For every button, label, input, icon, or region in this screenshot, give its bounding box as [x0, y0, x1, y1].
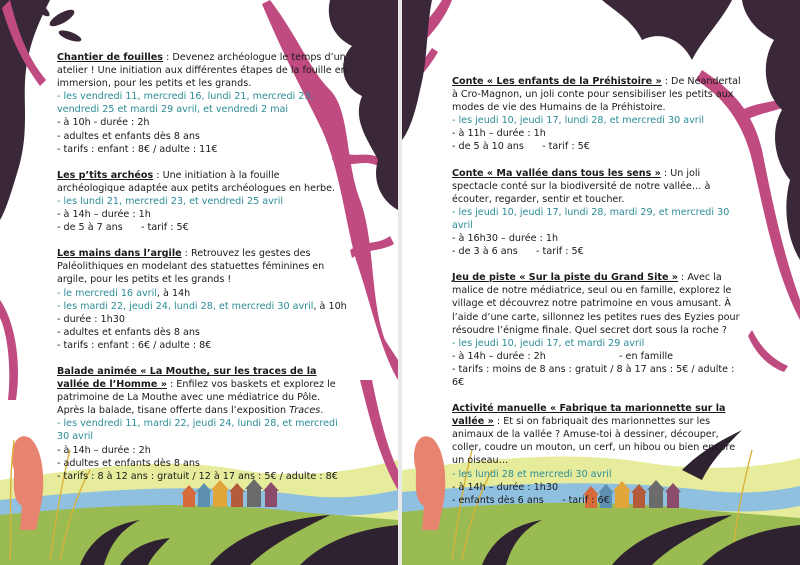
activity-date-row [57, 287, 347, 300]
activity-intro: : Devenez archéologue le temps d’un atelier ! Une initiation aux différentes étapes de la fouille en immersion, pour les petits et les grands. [57, 52, 347, 90]
activity-conte-ma-vallee [452, 167, 747, 259]
dark-branch-top-left [0, 0, 50, 220]
activity-dates: - le mercredi 16 avril [57, 287, 157, 299]
activity-time: - à 14h – durée : 1h [57, 209, 151, 221]
activity-price: - tarifs : 8 à 12 ans : gratuit / 12 à 17 ans : 5€ / adulte : 8€ [57, 470, 338, 482]
activity-time: , à 14h [156, 287, 191, 299]
activity-title: Chantier de fouilles [57, 52, 164, 63]
activity-time: , à 10h [313, 300, 347, 312]
activity-audience-price: - de 5 à 7 ans - tarif : 5€ [57, 222, 189, 234]
activity-title: Balade animée « La Mouthe, sur les traces de la vallée de l’Homme » [57, 365, 317, 391]
activity-dates: - les lundi 28 et mercredi 30 avril [452, 468, 612, 480]
activity-title: Conte « Les enfants de la Préhistoire » [452, 76, 662, 87]
activity-price: - tarifs : enfant : 8€ / adulte : 11€ [57, 143, 218, 155]
activity-duration: - durée : 1h30 [57, 313, 125, 325]
activity-audience-price: - de 5 à 10 ans - tarif : 5€ [452, 141, 590, 153]
magenta-plant-mid [748, 330, 788, 372]
activity-dates: - les jeudi 10, jeudi 17, lundi 28, et mercredi 30 avril [452, 115, 705, 127]
activity-intro: : Et si on fabriquait des marionnettes sur les animaux de la vallée ? Amuse-toi à dessiner, découper, coller, coudre un mouton, un cerf, un hibou ou bien encore un oiseau… [452, 416, 736, 467]
activity-intro: : Enfilez vos baskets et explorez le patrimoine de La Mouthe avec une médiatrice du Pôle. Après la balade, tisane offerte dans l’exposition [57, 379, 336, 417]
activity-audience: - adultes et enfants dès 8 ans [57, 130, 200, 142]
magenta-plant-left [0, 300, 18, 400]
activity-time: - à 11h – durée : 1h [452, 128, 546, 140]
activity-intro: : Un joli spectacle conté sur la biodiversité de notre vallée… à écouter, regarder, sentir et toucher. [452, 167, 711, 205]
activity-time-audience: - à 14h – durée : 2h - en famille [452, 350, 674, 362]
activity-title: Les p’tits archéos [57, 169, 154, 181]
activity-dates: - les mardi 22, jeudi 24, lundi 28, et mercredi 30 avril [57, 300, 314, 312]
activity-intro: : De Néandertal à Cro-Magnon, un joli conte pour sensibiliser les petits aux modes de vie des Humains de la Préhistoire. [452, 76, 741, 114]
activity-title: Les mains dans l’argile [57, 248, 182, 260]
activity-mains-dans-argile [57, 247, 347, 352]
activity-price: - tarifs : moins de 8 ans : gratuit / 8 à 17 ans : 5€ / adulte : 6€ [452, 363, 735, 388]
activity-conte-enfants-prehistoire [452, 75, 747, 154]
right-text-column [452, 75, 747, 520]
activity-dates: - les jeudi 10, jeudi 17, et mardi 29 avril [452, 337, 645, 349]
right-page [402, 0, 800, 565]
activity-intro: : Avec la malice de notre médiatrice, seul ou en famille, explorez le village et découvrez notre patrimoine en vous amusant. À l’aide d’une carte, sillonnez les petites rues des Eyzies pour résoudre l’énigme finale. Quel secret dort sous la roche ? [452, 272, 740, 336]
activity-intro: : Retrouvez les gestes des Paléolithiques en modelant des statuettes féminines en argile, pour les petits et les grands ! [57, 248, 325, 286]
activity-title: Activité manuelle « Fabrique ta marionnette sur la vallée » [452, 403, 726, 428]
activity-time: - à 16h30 – durée : 1h [452, 233, 559, 245]
dark-tree-top-center [602, 0, 732, 60]
activity-chantier-de-fouilles [57, 51, 347, 156]
dark-tree-top-left [402, 0, 432, 140]
activity-date-row [57, 300, 347, 313]
activity-price: - tarifs : enfant : 6€ / adulte : 8€ [57, 339, 212, 351]
activity-ptits-archeos [57, 169, 347, 234]
left-text-column [57, 51, 347, 496]
activity-title: Jeu de piste « Sur la piste du Grand Site » [452, 272, 678, 284]
left-page [0, 0, 398, 565]
activity-dates: - les lundi 21, mercredi 23, et vendredi 25 avril [57, 195, 284, 207]
activity-time: - à 10h - durée : 2h [57, 117, 150, 129]
activity-intro: : Une initiation à la fouille archéologique adaptée aux petits archéologues en herbe. [57, 169, 336, 194]
activity-audience-price: - enfants dès 6 ans - tarif : 6€ [452, 494, 610, 506]
activity-dates: - les vendredi 11, mercredi 16, lundi 21, mercredi 23, vendredi 25 et mardi 29 avril, et vendredi 2 mai [57, 91, 314, 116]
activity-audience: - adultes et enfants dès 8 ans [57, 326, 200, 338]
activity-fabrique-marionnette [452, 402, 747, 507]
activity-time: - à 14h – durée : 1h30 [452, 481, 559, 493]
activity-balade-la-mouthe [57, 365, 347, 483]
activity-title: Conte « Ma vallée dans tous les sens » [452, 167, 661, 179]
activity-intro-italic: Traces [289, 405, 321, 417]
activity-jeu-de-piste [452, 271, 747, 389]
activity-intro-end: . [320, 405, 324, 417]
activity-audience-price: - de 3 à 6 ans - tarif : 5€ [452, 246, 584, 258]
activity-dates: - les jeudi 10, jeudi 17, lundi 28, mardi 29, et mercredi 30 avril [452, 206, 730, 231]
activity-time: - à 14h – durée : 2h [57, 444, 151, 456]
activity-dates: - les vendredi 11, mardi 22, jeudi 24, lundi 28, et mercredi 30 avril [57, 418, 338, 443]
activity-audience: - adultes et enfants dès 8 ans [57, 457, 200, 469]
